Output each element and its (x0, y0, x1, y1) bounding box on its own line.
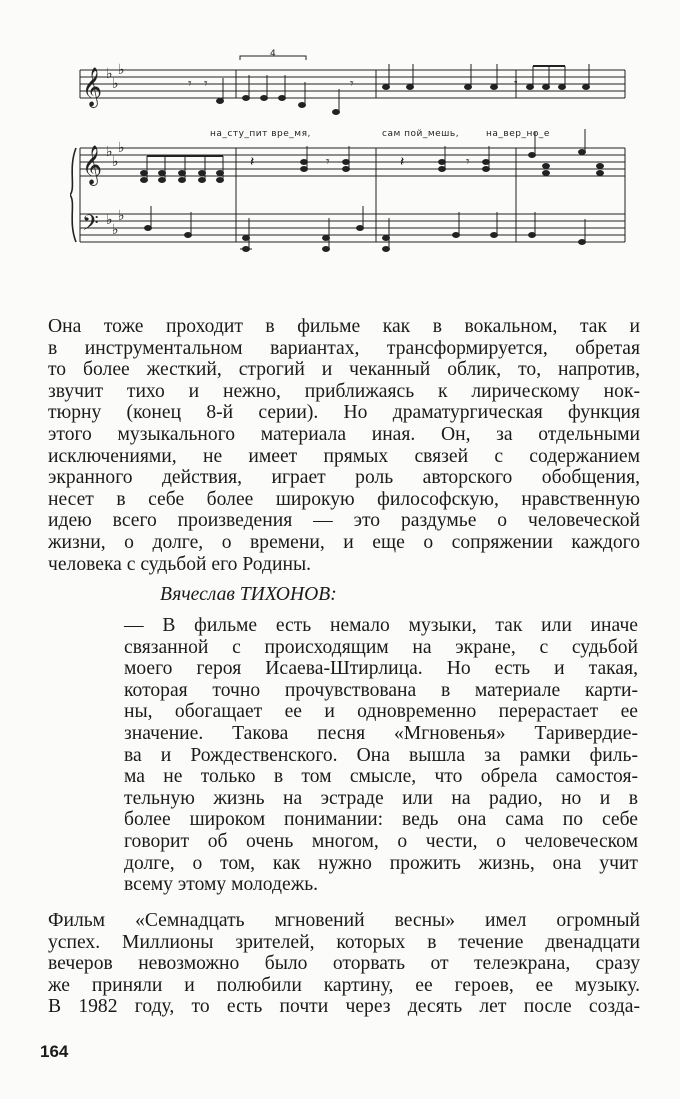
svg-text:𝄾: 𝄾 (326, 154, 330, 170)
svg-text:♭: ♭ (112, 154, 119, 170)
text-line: ва и Рождественского. Она вышла за рамки филь- (124, 744, 638, 766)
music-score (70, 48, 630, 298)
svg-text:𝄾: 𝄾 (188, 76, 192, 92)
vocal-notes (217, 64, 590, 115)
text-line: же приняли и полюбили картину, ее героев, ее музыку. (48, 974, 640, 996)
treble-clef-icon: 𝄞 (82, 67, 103, 107)
text-line: экранного действия, играет роль авторского обобщения, (48, 467, 640, 489)
bass-clef-icon: 𝄢 (82, 211, 99, 241)
text-line: более широком понимании: ведь она сама по себе (124, 809, 638, 831)
svg-text:𝄾: 𝄾 (350, 76, 354, 92)
paragraph-2 (48, 910, 640, 1018)
svg-text:♭: ♭ (112, 222, 119, 238)
svg-text:♭: ♭ (118, 208, 125, 224)
text-line: — В фильме есть немало музыки, так или иначе (124, 615, 638, 636)
text-line: звучит тихо и нежно, приближаясь к лирическому нок- (48, 380, 640, 402)
text-line: успех. Миллионы зрителей, которых в течение двенадцати (48, 931, 640, 953)
triplet-mark: 4 (270, 49, 276, 59)
text-line: то более жесткий, строгий и чеканный облик, то, напротив, (48, 359, 640, 381)
text-line: значение. Такова песня «Мгновенья» Таривердие- (124, 722, 638, 744)
lyric-1: на_сту_пит вре_мя, (210, 129, 311, 139)
text-line: этого музыкального материала иная. Он, за отдельными (48, 423, 640, 445)
svg-text:♭: ♭ (112, 76, 119, 92)
piano-bass-staff (80, 214, 625, 242)
text-line: связанной с происходящим на экране, с судьбой (124, 636, 638, 658)
text-line: в инструментальном вариантах, трансформируется, обретая (48, 337, 640, 359)
text-line: которая точно прочувствована в материале карти- (124, 679, 638, 701)
lyric-3: на_вер_но_е (486, 129, 550, 139)
text-line: ны, обогащает ее и одновременно перерастает ее (124, 701, 638, 723)
text-line: жизни, о долге, о времени, и еще о сопряжении каждого (48, 531, 640, 553)
text-line: говорит об очень многом, о чести, о человеческом (124, 830, 638, 852)
svg-text:𝄾: 𝄾 (514, 76, 518, 92)
svg-text:♭: ♭ (118, 62, 125, 78)
svg-text:𝄽: 𝄽 (250, 154, 255, 170)
svg-text:𝄾: 𝄾 (204, 76, 208, 92)
text-line: вечеров невозможно было оторвать от телеэкрана, сразу (48, 953, 640, 975)
paragraph-1 (48, 316, 640, 575)
text-line: исключениями, не имеет прямых связей с содержанием (48, 445, 640, 467)
text-line: несет в себе более широкую философскую, нравственную (48, 488, 640, 510)
text-line: ма не только в том смысле, что обрела самостоя- (124, 766, 638, 788)
svg-text:♭: ♭ (106, 144, 113, 160)
text-line: человека с судьбой его Родины. (48, 553, 312, 575)
text-line: Фильм «Семнадцать мгновений весны» имел огромный (48, 910, 640, 931)
svg-text:𝄾: 𝄾 (466, 154, 470, 170)
speaker-name: Вячеслав ТИХОНОВ: (160, 584, 337, 605)
piano-bass-notes (145, 206, 586, 252)
text-line: долге, о том, как нужно прожить жизнь, она учит (124, 852, 638, 874)
svg-text:♭: ♭ (106, 212, 113, 228)
piano-brace (70, 148, 76, 242)
text-line: моего героя Исаева-Штирлица. Но есть и такая, (124, 658, 638, 680)
text-line: идею всего произведения — это раздумье о человеческой (48, 510, 640, 532)
text-line: всему этому молодежь. (124, 874, 319, 896)
lyric-2: сам пой_мешь, (382, 129, 460, 139)
page-number: 164 (40, 1042, 69, 1061)
treble-clef-icon: 𝄞 (82, 145, 103, 185)
svg-text:♭: ♭ (118, 140, 125, 156)
svg-text:𝄽: 𝄽 (400, 154, 405, 170)
text-line: тельную жизнь на эстраде или на радио, но и в (124, 787, 638, 809)
text-line: тюрну (конец 8-й серии). Но драматургическая функция (48, 402, 640, 424)
text-line: В 1982 году, то есть почти через десять лет после созда- (48, 996, 640, 1018)
text-line: Она тоже проходит в фильме как в вокальном, так и (48, 316, 640, 337)
svg-text:♭: ♭ (106, 66, 113, 82)
quote-block (124, 615, 638, 896)
